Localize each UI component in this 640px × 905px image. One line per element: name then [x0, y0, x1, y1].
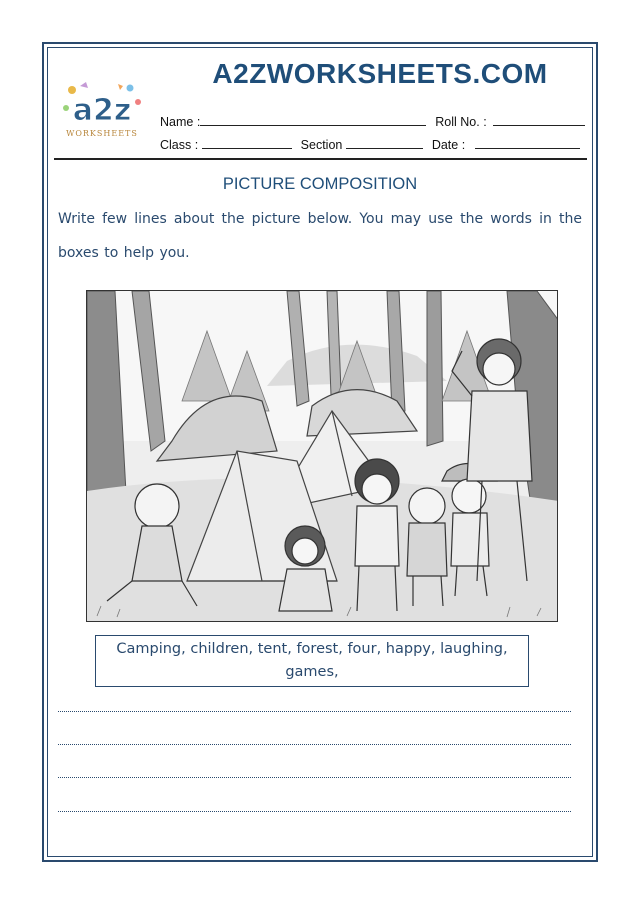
writing-line-4[interactable] [58, 811, 571, 812]
logo-subtext: WORKSHEETS [66, 129, 138, 138]
instruction-line-2: boxes to help you. [58, 245, 190, 261]
writing-line-2[interactable] [58, 744, 571, 745]
date-field[interactable] [475, 136, 580, 149]
name-field[interactable] [200, 113, 426, 126]
site-title: A2ZWORKSHEETS.COM [212, 58, 548, 89]
instruction-line-1: Write few lines about the picture below. You may use the words in the [58, 211, 582, 227]
camping-children-illustration [86, 290, 558, 622]
class-field[interactable] [202, 136, 292, 149]
section-label: Section [300, 138, 343, 152]
name-label: Name : [160, 115, 201, 129]
fields-row-2 [160, 136, 580, 152]
roll-field[interactable] [493, 113, 585, 126]
a2z-logo [58, 80, 146, 140]
section-field[interactable] [346, 136, 423, 149]
writing-line-3[interactable] [58, 777, 571, 778]
logo-letters: a2z [72, 93, 132, 128]
writing-line-1[interactable] [58, 711, 571, 712]
fields-row-1 [160, 113, 585, 129]
worksheet-heading: PICTURE COMPOSITION [222, 175, 418, 193]
word-box: Camping, children, tent, forest, four, happy, laughing, games, [95, 635, 529, 687]
class-label: Class : [160, 138, 199, 152]
date-label: Date : [431, 138, 466, 152]
roll-label: Roll No. : [435, 115, 487, 129]
header-divider [54, 158, 587, 160]
